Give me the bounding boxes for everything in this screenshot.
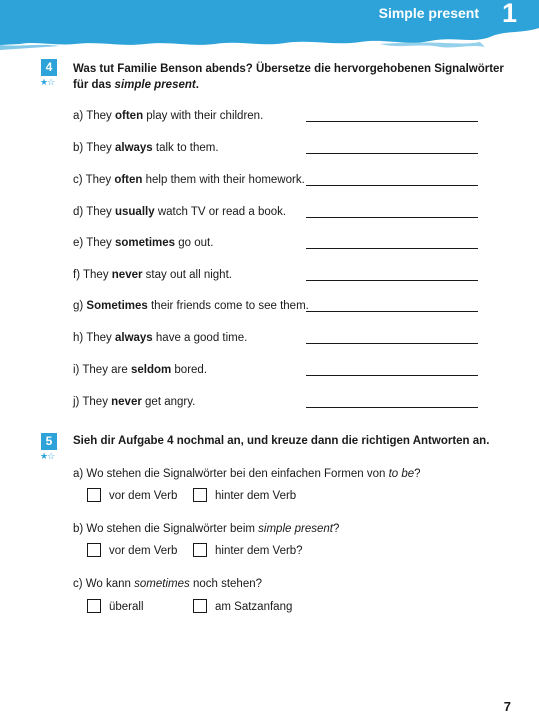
sentence-a: a) They often play with their children. xyxy=(73,110,264,122)
question-b: b) Wo stehen die Signalwörter beim simple present? xyxy=(73,523,340,535)
option-label: am Satzanfang xyxy=(215,601,293,613)
sentence-h: h) They always have a good time. xyxy=(73,332,248,344)
sentence-c: c) They often help them with their homework. xyxy=(73,174,305,186)
sentence-d: d) They usually watch TV or read a book. xyxy=(73,206,287,218)
answer-line-g[interactable] xyxy=(306,311,478,312)
exercise-4-number: 4 xyxy=(41,59,57,76)
checkbox-a-option-1[interactable] xyxy=(87,488,101,502)
sentence-e: e) They sometimes go out. xyxy=(73,237,214,249)
checkbox-b-option-2[interactable] xyxy=(193,543,207,557)
option-label: überall xyxy=(109,601,144,613)
option-label: vor dem Verb xyxy=(109,545,178,557)
page-header xyxy=(0,0,539,50)
question-a: a) Wo stehen die Signalwörter bei den einfachen Formen von to be? xyxy=(73,468,421,480)
checkbox-c-option-2[interactable] xyxy=(193,599,207,613)
difficulty-stars-icon: ★☆ xyxy=(40,451,55,461)
instruction-line-2 xyxy=(73,77,504,93)
option-label: hinter dem Verb? xyxy=(215,545,303,557)
instruction-suffix: . xyxy=(195,79,199,91)
answer-line-a[interactable] xyxy=(306,121,478,122)
answer-line-b[interactable] xyxy=(306,153,478,154)
answer-line-f[interactable] xyxy=(306,280,478,281)
exercise-4-instruction xyxy=(73,61,504,93)
answer-line-j[interactable] xyxy=(306,407,478,408)
instruction-line-1: Was tut Familie Benson abends? Übersetze die hervorgehobenen Signalwörter xyxy=(73,63,504,75)
answer-line-e[interactable] xyxy=(306,248,478,249)
answer-line-i[interactable] xyxy=(306,375,478,376)
section-title: Simple present xyxy=(378,5,479,21)
answer-line-h[interactable] xyxy=(306,343,478,344)
sentence-j: j) They never get angry. xyxy=(73,396,196,408)
unit-number: 1 xyxy=(501,0,517,28)
sentence-g: g) Sometimes their friends come to see them. xyxy=(73,300,309,312)
option-label: vor dem Verb xyxy=(109,490,178,502)
exercise-5-number: 5 xyxy=(41,433,57,450)
difficulty-stars-icon: ★☆ xyxy=(40,77,55,87)
instruction-emphasis: simple present xyxy=(114,79,196,91)
sentence-i: i) They are seldom bored. xyxy=(73,364,208,376)
sentence-b: b) They always talk to them. xyxy=(73,142,219,154)
option-label: hinter dem Verb xyxy=(215,490,297,502)
checkbox-a-option-2[interactable] xyxy=(193,488,207,502)
exercise-5-instruction: Sieh dir Aufgabe 4 nochmal an, und kreuze dann die richtigen Antworten an. xyxy=(73,435,490,447)
instruction-prefix: für das xyxy=(73,79,115,91)
answer-line-c[interactable] xyxy=(306,185,478,186)
checkbox-b-option-1[interactable] xyxy=(87,543,101,557)
question-c: c) Wo kann sometimes noch stehen? xyxy=(73,578,263,590)
sentence-f: f) They never stay out all night. xyxy=(73,269,232,281)
answer-line-d[interactable] xyxy=(306,217,478,218)
page-number: 7 xyxy=(503,699,511,714)
checkbox-c-option-1[interactable] xyxy=(87,599,101,613)
